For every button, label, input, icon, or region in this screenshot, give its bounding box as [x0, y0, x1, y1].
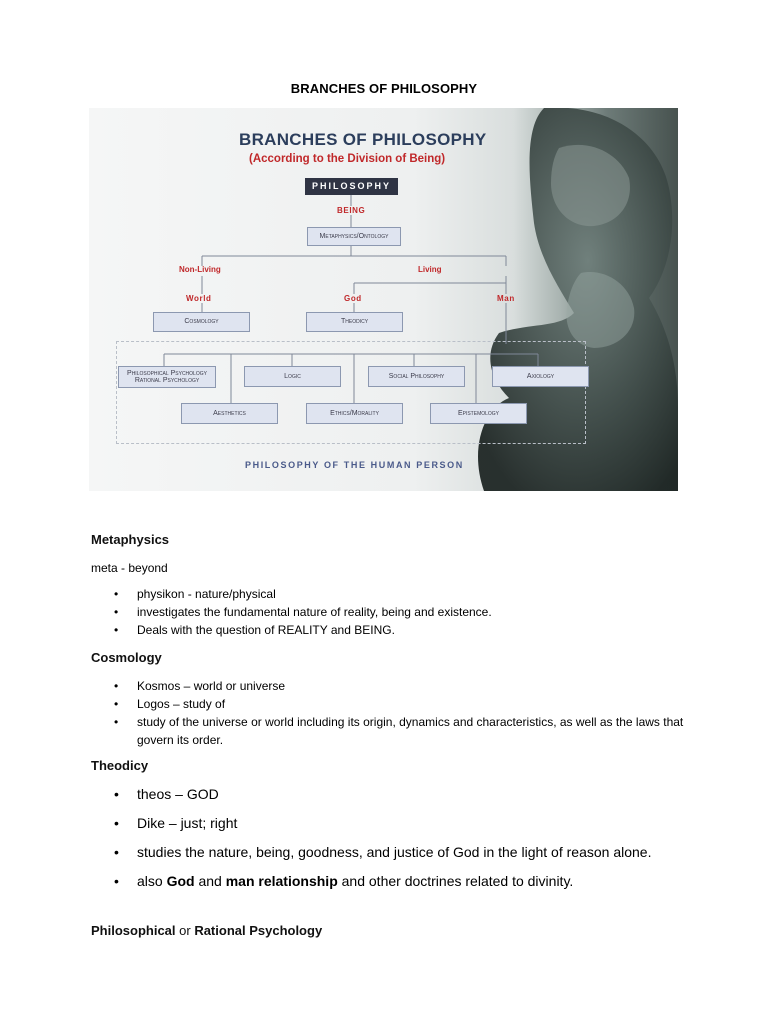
theodicy-b4-pre: also	[137, 873, 167, 889]
list-item: • Deals with the question of REALITY and BEING.	[114, 621, 492, 639]
human-person-dashed-frame	[116, 341, 586, 444]
list-item: • studies the nature, being, goodness, and justice of God in the light of reason alone.	[114, 843, 654, 862]
being-label: BEING	[337, 206, 366, 215]
philosophical-psychology-line1: Philosophical Psychology	[127, 369, 207, 377]
diagram-title: BRANCHES OF PHILOSOPHY	[239, 130, 487, 149]
human-person-label: PHILOSOPHY OF THE HUMAN PERSON	[245, 460, 464, 470]
theodicy-bullet-list	[114, 785, 654, 901]
world-label: World	[186, 294, 212, 303]
ethics-node: Ethics/Morality	[306, 403, 403, 424]
non-living-label: Non-Living	[179, 265, 221, 274]
logic-node: Logic	[244, 366, 341, 387]
psychology-heading	[91, 923, 322, 938]
god-label: God	[344, 294, 362, 303]
rational-psychology-line2: Rational Psychology	[134, 377, 200, 384]
cosmology-node: Cosmology	[153, 312, 250, 332]
metaphysics-bullet-list	[114, 585, 492, 639]
psychology-heading-part1: Philosophical	[91, 923, 176, 938]
list-item: • Kosmos – world or universe	[114, 677, 684, 695]
psychology-heading-or: or	[175, 923, 195, 938]
list-item: • physikon - nature/physical	[114, 585, 492, 603]
theodicy-node: Theodicy	[306, 312, 403, 332]
social-philosophy-node: Social Philosophy	[368, 366, 465, 387]
man-label: Man	[497, 294, 515, 303]
living-label: Living	[418, 265, 442, 274]
theodicy-b4-man: man relationship	[225, 873, 338, 889]
metaphysics-node: Metaphysics/Ontology	[307, 227, 401, 246]
theodicy-b4-and: and	[194, 873, 226, 889]
psychology-heading-part3: Rational Psychology	[194, 923, 323, 938]
cosmology-bullet-list	[114, 677, 684, 749]
page-title: BRANCHES OF PHILOSOPHY	[290, 81, 478, 96]
theodicy-heading: Theodicy	[91, 758, 149, 773]
philosophy-node: PHILOSOPHY	[305, 178, 398, 195]
aesthetics-node: Aesthetics	[181, 403, 278, 424]
metaphysics-intro: meta - beyond	[91, 561, 168, 575]
metaphysics-heading: Metaphysics	[91, 532, 170, 547]
diagram-subtitle: (According to the Division of Being)	[249, 153, 446, 165]
list-item: • investigates the fundamental nature of reality, being and existence.	[114, 603, 492, 621]
theodicy-b4-god: God	[166, 873, 195, 889]
axiology-node: Axiology	[492, 366, 589, 387]
list-item: • study of the universe or world including its origin, dynamics and characteristics, as well as the laws that govern its order.	[114, 713, 684, 749]
theodicy-b4-post: and other doctrines related to divinity.	[337, 873, 574, 889]
epistemology-node: Epistemology	[430, 403, 527, 424]
philosophical-psychology-node	[118, 366, 216, 388]
list-item: • Dike – just; right	[114, 814, 654, 833]
list-item	[114, 872, 654, 891]
cosmology-heading: Cosmology	[91, 650, 162, 665]
branches-diagram-figure	[89, 108, 678, 491]
list-item: • Logos – study of	[114, 695, 684, 713]
list-item: • theos – GOD	[114, 785, 654, 804]
